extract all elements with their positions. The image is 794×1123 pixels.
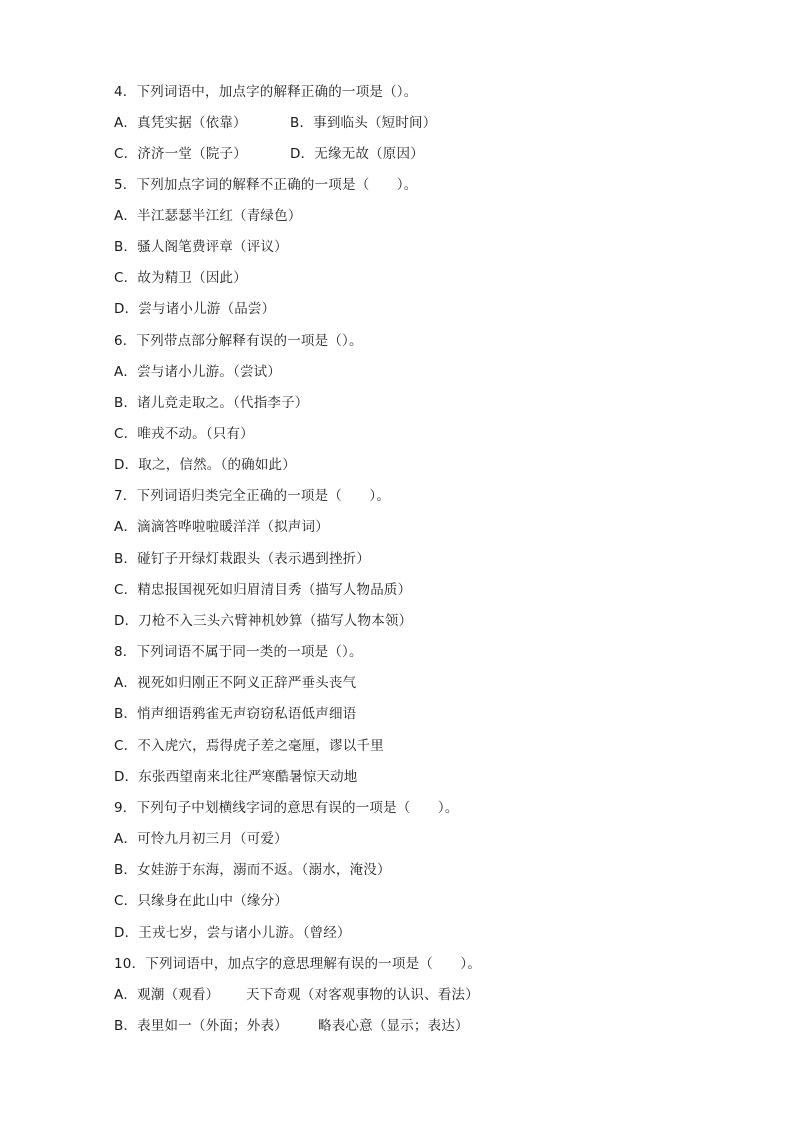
- question-8-option-b: B．悄声细语鸦雀无声窃窃私语低声细语: [114, 706, 357, 722]
- question-5-option-c: C．故为精卫（因此）: [114, 270, 247, 286]
- question-9-option-b: B．女娃游于东海，溺而不返。（溺水，淹没）: [114, 862, 391, 878]
- question-6-option-b: B．诸儿竞走取之。（代指李子）: [114, 395, 309, 411]
- question-4-option-d: D．无缘无故（原因）: [290, 146, 424, 162]
- question-9-option-a: A．可怜九月初三月（可爱）: [114, 831, 288, 847]
- question-10-option-a-part1: A．观潮（观看）: [114, 987, 220, 1003]
- question-5-stem: 5．下列加点字词的解释不正确的一项是（ ）。: [114, 177, 418, 193]
- question-5-option-a: A．半江瑟瑟半江红（青绿色）: [114, 208, 302, 224]
- question-7-option-c: C．精忠报国视死如归眉清目秀（描写人物品质）: [114, 582, 412, 598]
- question-9-option-d: D．王戎七岁，尝与诸小儿游。（曾经）: [114, 925, 351, 941]
- question-4-stem: 4．下列词语中，加点字的解释正确的一项是（）。: [114, 84, 418, 100]
- question-6-option-d: D．取之，信然。（的确如此）: [114, 457, 296, 473]
- question-8-stem: 8．下列词语不属于同一类的一项是（）。: [114, 644, 363, 660]
- question-8-option-c: C．不入虎穴，焉得虎子差之毫厘，谬以千里: [114, 738, 384, 754]
- question-5-option-d: D．尝与诸小儿游（品尝）: [114, 301, 276, 317]
- question-7-option-d: D．刀枪不入三头六臂神机妙算（描写人物本领）: [114, 613, 413, 629]
- question-6-option-c: C．唯戎不动。（只有）: [114, 426, 254, 442]
- question-10-option-a-part2: 天下奇观（对客观事物的认识、看法）: [246, 987, 479, 1003]
- question-5-option-b: B．骚人阁笔费评章（评议）: [114, 239, 288, 255]
- question-4-option-c: C．济济一堂（院子）: [114, 146, 247, 162]
- question-10-stem: 10．下列词语中，加点字的意思理解有误的一项是（ ）。: [114, 956, 482, 972]
- question-6-stem: 6．下列带点部分解释有误的一项是（）。: [114, 333, 363, 349]
- question-7-option-a: A．滴滴答哗啦啦暖洋洋（拟声词）: [114, 519, 329, 535]
- question-7-option-b: B．碰钉子开绿灯栽跟头（表示遇到挫折）: [114, 551, 371, 567]
- question-9-stem: 9．下列句子中划横线字词的意思有误的一项是（ ）。: [114, 800, 459, 816]
- question-4-option-b: B．事到临头（短时间）: [290, 115, 437, 131]
- question-6-option-a: A．尝与诸小儿游。（尝试）: [114, 364, 282, 380]
- question-8-option-d: D．东张西望南来北往严寒酷暑惊天动地: [114, 769, 358, 785]
- question-9-option-c: C．只缘身在此山中（缘分）: [114, 893, 289, 909]
- question-10-option-b-part1: B．表里如一（外面；外表）: [114, 1018, 288, 1034]
- question-10-option-b-part2: 略表心意（显示；表达）: [318, 1018, 469, 1034]
- question-7-stem: 7．下列词语归类完全正确的一项是（ ）。: [114, 488, 391, 504]
- question-4-option-a: A．真凭实据（依靠）: [114, 115, 247, 131]
- question-8-option-a: A．视死如归刚正不阿义正辞严垂头丧气: [114, 675, 357, 691]
